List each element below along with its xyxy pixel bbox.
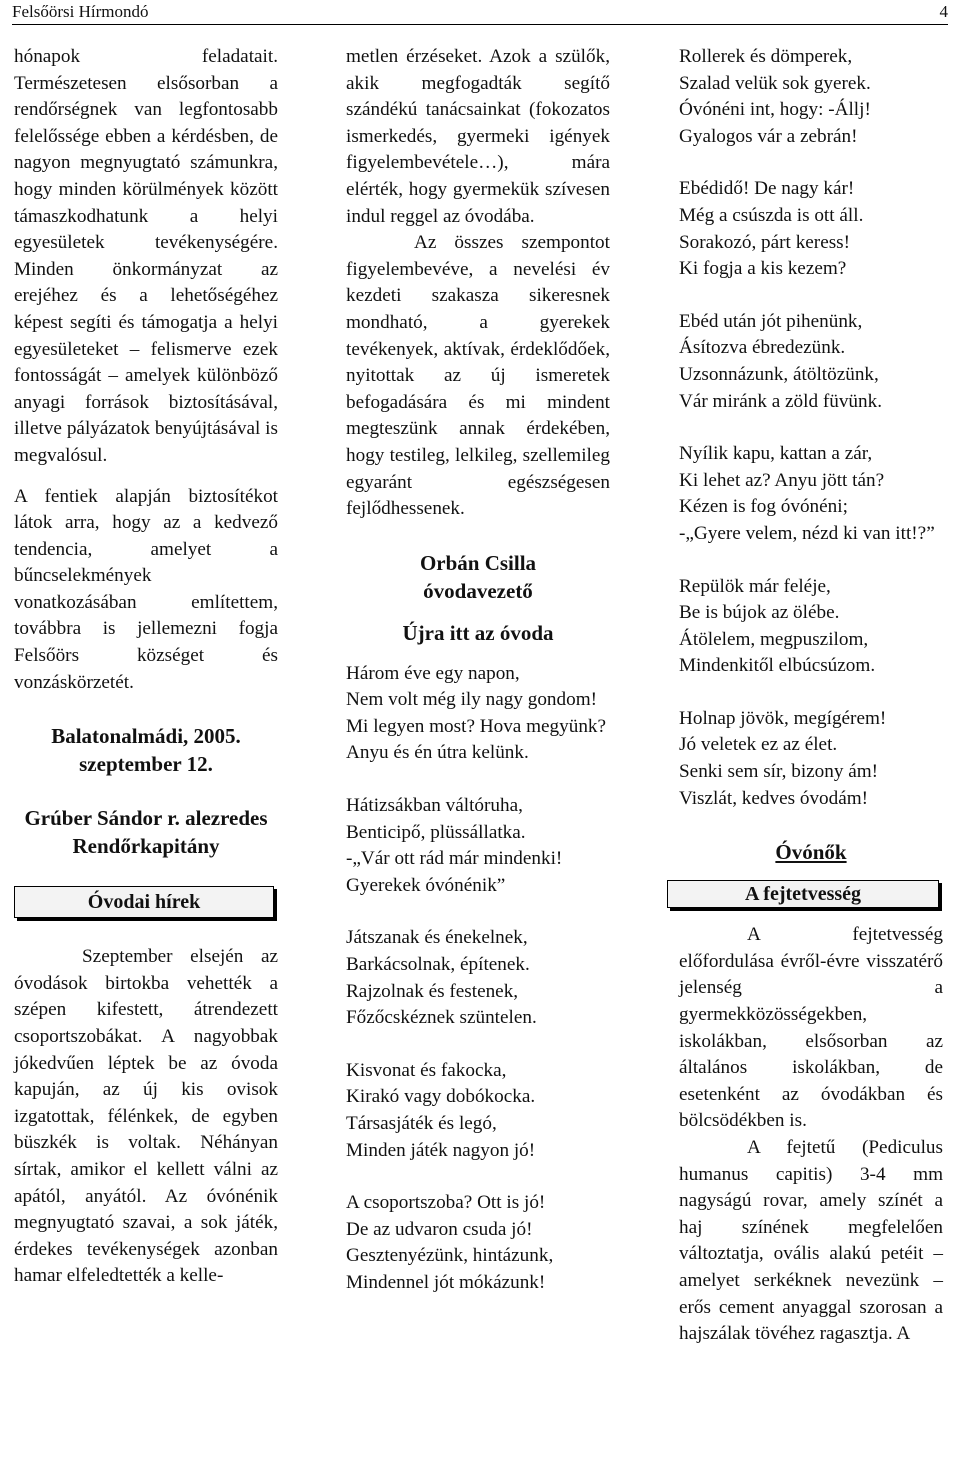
article-paragraph: hónapok feladatait. Természetesen elsősorban a rendőrségnek van legfontosabb felelőssége ebben a kérdésben, de nagyon megnyugtató számunkra, hogy minden körülmények között támaszkodhatunk a helyi egyesületek tevékenységére. Minden önkormányzat az erejéhez és a lehetőségéhez képest segíti és támogatja a helyi egyesületeket – felismerve ezek fontosságát – amelyek különböző anyagi források biztosításával, illetve pályázatok benyújtásával is megvalósul.: [14, 46, 278, 466]
poem-line: Szalad velük sok gyerek.: [679, 72, 871, 94]
poem-line: Kisvonat és fakocka,: [346, 1059, 507, 1081]
poem-line: Ki fogja a kis kezem?: [679, 258, 847, 280]
column-1: [14, 44, 278, 1290]
poem-title: Újra itt az óvoda: [402, 620, 554, 645]
poem-line: Átölelem, megpuszilom,: [679, 628, 869, 650]
page-number: 4: [939, 2, 948, 21]
poem-line: Még a csúszda is ott áll.: [679, 204, 864, 226]
article-paragraph: A fejtetvesség előfordulása évről-évre visszatérő jelenség a gyermekközösségekben, iskolákban, elsősorban az általános iskolákban, de esetenként az óvodákban és bölcsödékben is.: [679, 924, 943, 1132]
author-block: [346, 549, 610, 605]
column-3: [679, 44, 943, 1348]
section-heading-ovodai-hirek: Óvodai hírek: [14, 886, 274, 918]
poem-line: Gesztenyézünk, hintázunk,: [346, 1245, 554, 1267]
poem-stanza: [679, 44, 943, 150]
poem-line: Kirakó vagy dobókocka.: [346, 1086, 536, 1108]
article-paragraph: A fejtetű (Pediculus humanus capitis) 3-4 mm nagyságú rovar, amely színét a haj színének megfelelően változtatja, ovális alakú petéit – amelyet serkéknek nevezünk – erős cement anyaggal szorosan a hajszálak tövéhez ragasztja. A: [679, 1137, 943, 1345]
article-paragraph: Szeptember elsején az óvodások birtokba vehették a szépen kifestett, átrendezett csoportszobákat. A nagyobbak jókedvűen léptek be az óvoda kapuján, az új kis ovisok izgatottak, félénkek, de egyben büszkék is voltak. Néhányan sírtak, amikor el kellett válni az apától, anyától. Az óvónénik megnyugtató szavai, a sok játék, érdekes tevékenységek azonban hamar elfeledtették a kelle-: [14, 946, 278, 1287]
signature-name: Grúber Sándor r. alezredes: [24, 806, 268, 831]
poem-line: -„Gyere velem, nézd ki van itt!?”: [679, 522, 935, 544]
poem-line: Társasjáték és legó,: [346, 1113, 497, 1134]
poem-line: Senki sem sír, bizony ám!: [679, 761, 879, 783]
poem-line: Uzsonnázunk, átöltözünk,: [679, 363, 879, 385]
poem-line: Be is bújok az ölébe.: [679, 602, 840, 624]
poem-line: Viszlát, kedves óvodám!: [679, 787, 869, 809]
poem-line: Nyílik kapu, kattan a zár,: [679, 443, 873, 465]
poem-line: Ki lehet az? Anyu jött tán?: [679, 469, 885, 491]
poem-stanza: [346, 1058, 610, 1164]
poem-line: Benticipő, plüssállatka.: [346, 821, 526, 843]
poem-stanzas: [346, 661, 610, 1297]
poem-line: Mi legyen most? Hova megyünk?: [346, 715, 607, 737]
poem-line: Mindennel jót mókázunk!: [346, 1271, 546, 1293]
poem-line: Gyerekek óvónénik”: [346, 874, 506, 896]
poem-stanza: [346, 793, 610, 899]
poem-line: Anyu és én útra kelünk.: [346, 742, 529, 764]
column-2: [346, 44, 610, 1323]
poem-line: Óvónéni int, hogy: -Állj!: [679, 99, 871, 121]
poem-line: Hátizsákban váltóruha,: [346, 795, 523, 817]
poem-line: Nem volt még ily nagy gondom!: [346, 689, 598, 711]
poem-line: Jó veletek ez az élet.: [679, 734, 838, 756]
poem-stanza: [679, 574, 943, 680]
poem-line: Gyalogos vár a zebrán!: [679, 125, 858, 147]
poem-line: Minden játék nagyon jó!: [346, 1139, 536, 1161]
poem-author: Óvónők: [775, 840, 847, 865]
poem-stanza: [346, 1190, 610, 1296]
signature-title: Rendőrkapitány: [72, 834, 220, 859]
poem-line: Mindenkitől elbúcsúzom.: [679, 655, 876, 677]
poem-stanza: [346, 925, 610, 1031]
poem-line: Rollerek és dömperek,: [679, 46, 853, 67]
author-title: óvodavezető: [423, 578, 533, 603]
poem-line: Ásítozva ébredezünk.: [679, 337, 846, 359]
poem-line: Játszanak és énekelnek,: [346, 927, 528, 949]
poem-line: Kézen is fog óvónéni;: [679, 496, 848, 518]
poem-line: -„Vár ott rád már mindenki!: [346, 848, 563, 870]
article-paragraph: Az összes szempontot figyelembevéve, a nevelési év kezdeti szakasza sikeresnek mondható, a gyerekek tevékenyek, aktívak, érdeklődőek, nyitottak az új ismeretek befogadására és mi mindent megteszünk annak érdekében, hogy testileg, lelkileg, szellemileg egyaránt egészségesen fejlődhessenek.: [346, 232, 610, 520]
poem-line: Főzőcskéznek szüntelen.: [346, 1007, 537, 1029]
poem-line: A csoportszoba? Ott is jó!: [346, 1192, 546, 1214]
poem-line: Barkácsolnak, építenek.: [346, 954, 530, 976]
signature-block: [14, 804, 278, 860]
article-paragraph: A fentiek alapján biztosítékot látok arra, hogy az a kedvező tendencia, amelyet a bűncselekmények vonatkozásában említettem, továbbra is jellemezni fogja Felsőörs községet és vonzáskörzetét.: [14, 485, 278, 693]
poem-line: De az udvaron csuda jó!: [346, 1218, 533, 1240]
poem-stanza: [679, 176, 943, 282]
poem-line: Repülök már feléje,: [679, 575, 831, 597]
poem-stanza: [679, 441, 943, 547]
poem-stanzas: [679, 44, 943, 812]
poem-line: Három éve egy napon,: [346, 662, 520, 684]
poem-line: Ebéd után jót pihenünk,: [679, 310, 863, 332]
poem-line: Vár miránk a zöld füvünk.: [679, 390, 883, 412]
poem-line: Rajzolnak és festenek,: [346, 980, 519, 1002]
poem-line: Holnap jövök, megígérem!: [679, 707, 887, 729]
poem-stanza: [679, 309, 943, 415]
poem-line: Ebédidő! De nagy kár!: [679, 178, 855, 200]
poem-line: Sorakozó, párt keress!: [679, 231, 851, 253]
poem-stanza: [346, 661, 610, 767]
poem-stanza: [679, 706, 943, 812]
section-heading-fejtetvesseg: A fejtetvesség: [667, 880, 939, 908]
page-header: [12, 0, 948, 25]
publication-title: Felsőörsi Hírmondó: [12, 2, 149, 21]
article-paragraph: metlen érzéseket. Azok a szülők, akik megfogadták segítő szándékú tanácsainkat (fokozatos ismerkedés, gyermeki igények figyelembevétele…), mára elérték, hogy gyermekük szívesen indul reggel az óvodába.: [346, 46, 610, 227]
author-name: Orbán Csilla: [419, 550, 537, 575]
place-date: Balatonalmádi, 2005. szeptember 12.: [51, 724, 241, 777]
